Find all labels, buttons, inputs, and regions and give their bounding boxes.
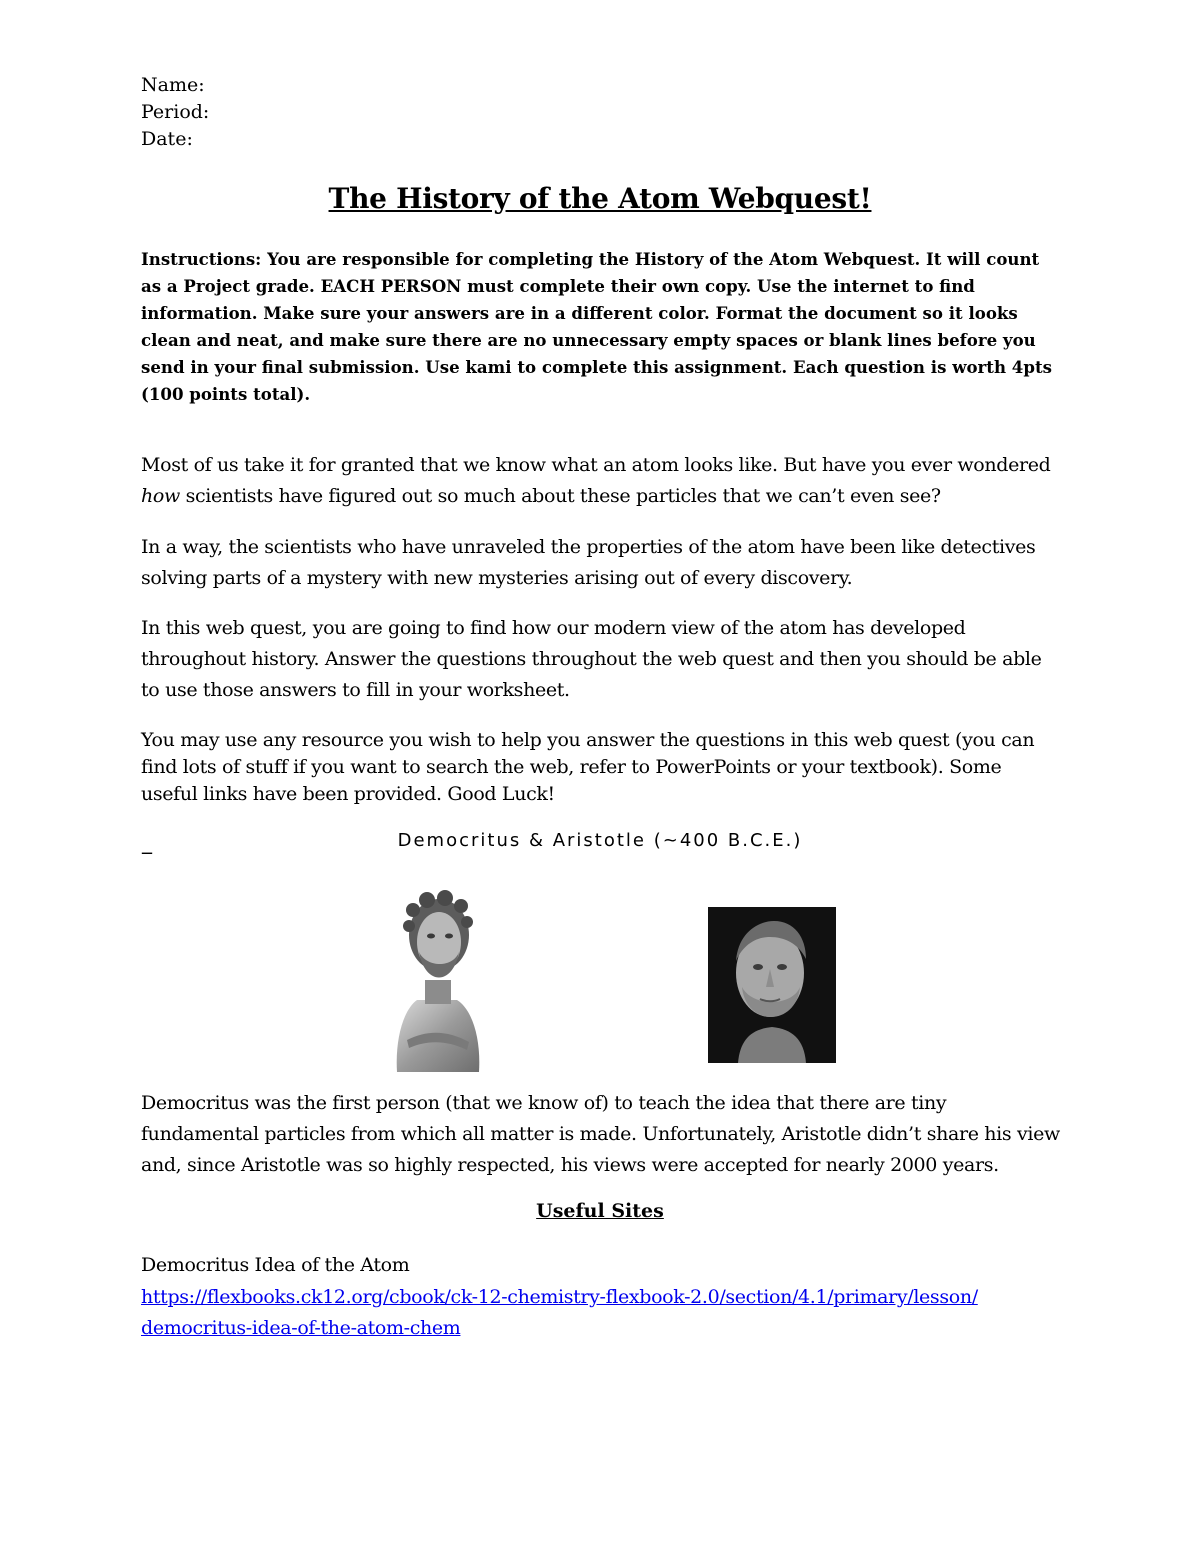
instructions-text: Instructions: You are responsible for completing the History of the Atom Webquest. It will count as a Project grade. EACH PERSON must complete their own copy. Use the internet to find information. Make sure your answers are in a different color. Format the document so it looks clean and neat, and make sure there are no unnecessary empty spaces or blank lines before you send in your final submission. Use kami to complete this assignment. Each question is worth 4pts (100 points total). bbox=[141, 249, 1052, 404]
name-label: Name: bbox=[141, 74, 205, 96]
intro-paragraph-3: In this web quest, you are going to find how our modern view of the atom has developed throughout history. Answer the questions throughout the web quest and then you should be able to use those answers to fill in your worksheet. bbox=[141, 617, 1042, 701]
intro-p1-text-end: scientists have figured out so much about these particles that we can’t even see? bbox=[179, 485, 941, 507]
democritus-link-line-1[interactable]: https://flexbooks.ck12.org/cbook/ck-12-chemistry-flexbook-2.0/section/4.1/primary/lesson/ bbox=[141, 1286, 978, 1308]
intro-paragraph-2: In a way, the scientists who have unraveled the properties of the atom have been like detectives solving parts of a mystery with new mysteries arising out of every discovery. bbox=[141, 536, 1036, 589]
intro-p1-text: Most of us take it for granted that we know what an atom looks like. But have you ever wondered bbox=[141, 454, 1051, 476]
aristotle-bust-image bbox=[708, 907, 836, 1063]
democritus-paragraph: Democritus was the first person (that we know of) to teach the idea that there are tiny fundamental particles from which all matter is made. Unfortunately, Aristotle didn’t share his view and, since Aristotle was so highly respected, his views were accepted for nearly 2000 years. bbox=[141, 1092, 1060, 1176]
intro-p1-emphasis: how bbox=[141, 485, 180, 507]
section-dash: _ bbox=[142, 830, 152, 854]
period-label: Period: bbox=[141, 101, 210, 123]
democritus-bust-image bbox=[387, 890, 487, 1072]
useful-sites-heading: Useful Sites bbox=[536, 1200, 664, 1222]
page-title: The History of the Atom Webquest! bbox=[328, 182, 872, 215]
date-label: Date: bbox=[141, 128, 193, 150]
student-info-block bbox=[141, 72, 209, 153]
section-heading-democritus-aristotle: Democritus & Aristotle (~400 B.C.E.) bbox=[397, 830, 803, 851]
democritus-link[interactable] bbox=[141, 1282, 1041, 1344]
democritus-link-line-2[interactable]: democritus-idea-of-the-atom-chem bbox=[141, 1317, 461, 1339]
intro-paragraph-1 bbox=[141, 450, 1061, 512]
intro-paragraph-4: You may use any resource you wish to help you answer the questions in this web quest (you can find lots of stuff if you want to search the web, refer to PowerPoints or your textbook). Some useful links have been provided. Good Luck! bbox=[141, 729, 1035, 805]
useful-site-label: Democritus Idea of the Atom bbox=[141, 1254, 410, 1276]
